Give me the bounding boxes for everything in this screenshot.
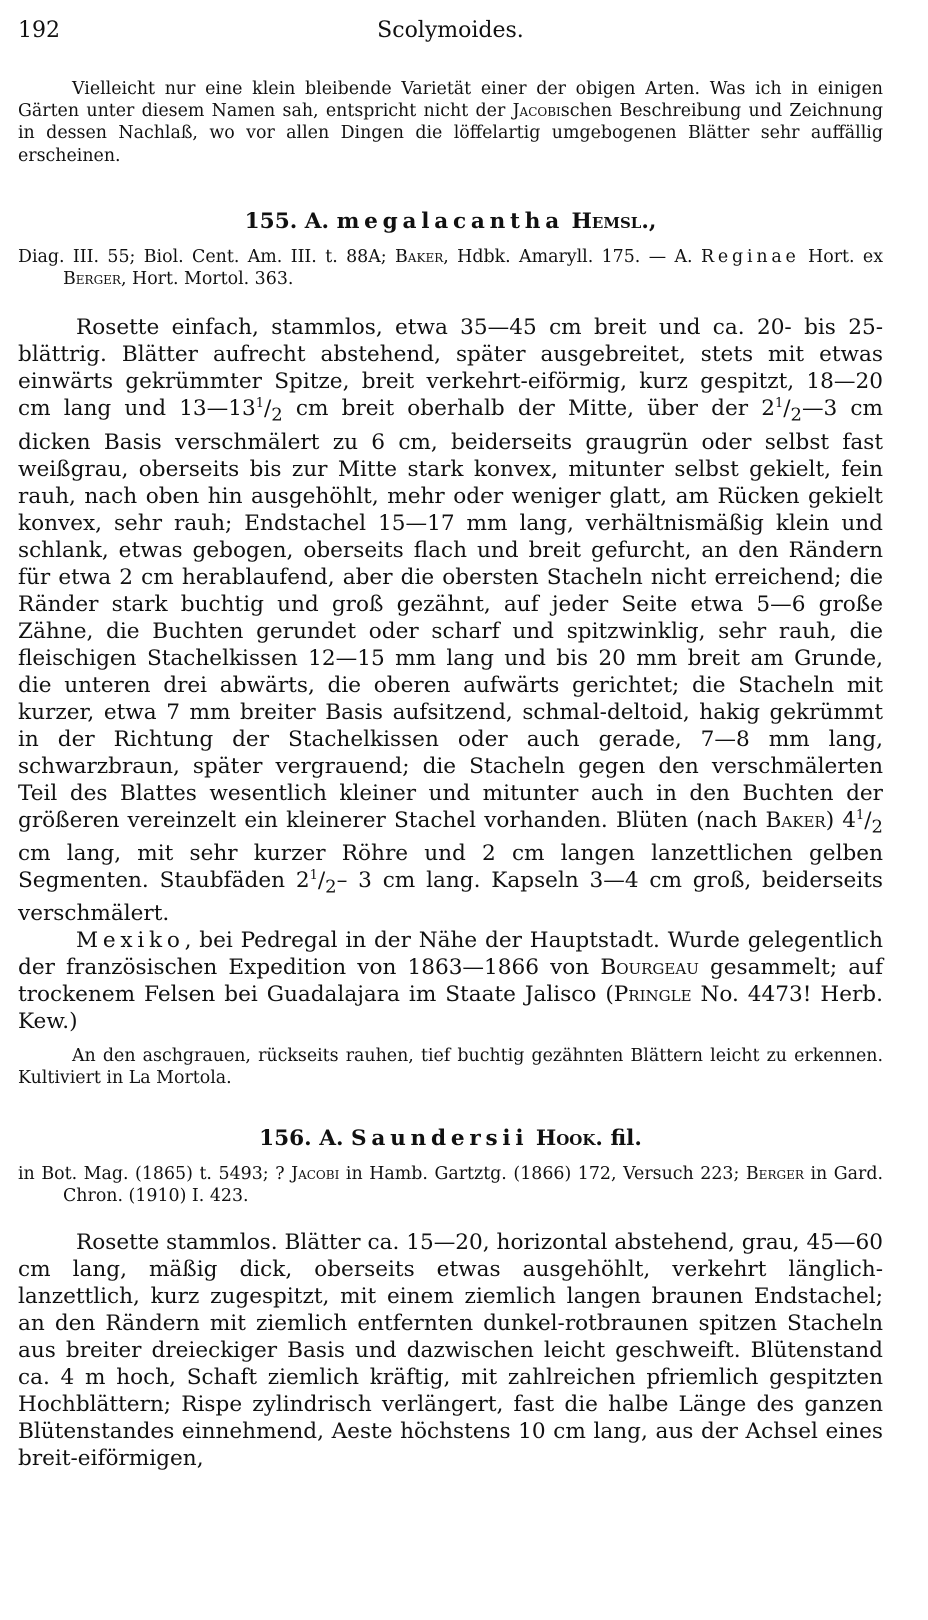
species-155-author: Hemsl., xyxy=(571,208,657,234)
page-header xyxy=(18,14,883,54)
page-number: 192 xyxy=(18,18,60,43)
species-156-author: Hook. xyxy=(535,1125,603,1151)
intro-note: Vielleicht nur eine klein bleibende Varietät einer der obigen Arten. Was ich in einigen Gärten unter diesem Namen sah, entspricht nicht der Jacobischen Beschreibung und Zeichnung in dessen Nachlaß, wo vor allen Dingen die löffelartig umgebogenen Blätter sehr auffällig erscheinen. xyxy=(18,79,883,166)
species-156-description: Rosette stammlos. Blätter ca. 15—20, horizontal abstehend, grau, 45—60 cm lang, mäßig dick, oberseits etwas ausgehöhlt, verkehrt länglich-lanzettlich, kurz zugespitzt, mit einem ziemlich langen braunen Endstachel; an den Rändern mit ziemlich entfernten dunkel-rotbraunen spitzen Stacheln aus breiter dreieckiger Basis und dazwischen leicht geschweift. Blütenstand ca. 4 m hoch, Schaft ziemlich kräftig, mit zahlreichen pfriemlich gespitzten Hochblättern; Rispe zylindrisch verlängert, fast die halbe Länge des ganzen Blütenstandes einnehmend, Aeste höchstens 10 cm lang, aus der Achsel eines breit-eiförmigen, xyxy=(18,1229,883,1471)
species-155-references: Diag. III. 55; Biol. Cent. Am. III. t. 88A; Baker, Hdbk. Amaryll. 175. — A. Reginae Hort. ex Berger, Hort. Mortol. 363. xyxy=(18,246,883,290)
author-jacobi: Jacobi xyxy=(512,101,561,122)
species-156-name: Saundersii xyxy=(351,1125,529,1151)
document-page xyxy=(18,14,883,1472)
species-155-title: 155. A. megalacantha Hemsl., xyxy=(244,208,657,234)
species-156-title: 156. A. Saundersii Hook. fil. xyxy=(259,1125,642,1151)
species-155-distribution: Mexiko, bei Pedregal in der Nähe der Hauptstadt. Wurde gelegentlich der französischen Expedition von 1863—1866 von Bourgeau gesammelt; auf trockenem Felsen bei Guadalajara im Staate Jalisco (Pringle No. 4473! Herb. Kew.) xyxy=(18,928,883,1035)
species-156-references: in Bot. Mag. (1865) t. 5493; ? Jacobi in Hamb. Gartztg. (1866) 172, Versuch 223; Berger in Gard. Chron. (1910) I. 423. xyxy=(18,1163,883,1206)
species-155-description: Rosette einfach, stammlos, etwa 35—45 cm breit und ca. 20- bis 25-blättrig. Blätter aufrecht abstehend, später ausgebreitet, stets mit etwas einwärts gekrümmter Spitze, breit verkehrt-eiförmig, kurz gespitzt, 18—20 cm lang und $13—13^1/_2$ cm breit oberhalb der Mitte, über der $2^1/_2—3$ cm dicken Basis verschmälert zu 6 cm, beiderseits graugrün oder selbst fast weißgrau, oberseits bis zur Mitte stark konvex, mitunter selbst gekielt, fein rauh, nach oben hin ausgehöhlt, mehr oder weniger glatt, am Rücken gekielt konvex, sehr rauh; Endstachel 15—17 mm lang, verhältnismäßig klein und schlank, etwas gebogen, oberseits flach und breit gefurcht, an den Rändern für etwa 2 cm herablaufend, aber die obersten Stacheln nicht erreichend; die Ränder stark buchtig und groß gezähnt, auf jeder Seite etwa 5—6 große Zähne, die Buchten gerundet oder scharf und spitzwinklig, sehr rauh, die fleischigen Stachelkissen 12—15 mm lang und bis 20 mm breit am Grunde, die unteren drei abwärts, die oberen aufwärts gerichtet; die Stacheln mit kurzer, etwa 7 mm breiter Basis aufsitzend, schmal-deltoid, hakig gekrümmt in der Richtung der Stachelkissen oder auch gerade, 7—8 mm lang, schwarzbraun, später vergrauend; die Stacheln gegen den verschmälerten Teil des Blattes wesentlich kleiner und mitunter auch in den Buchten der größeren vereinzelt ein kleinerer Stachel vorhanden. Blüten (nach Baker) $4^1/_2$ cm lang, mit sehr kurzer Röhre und 2 cm langen lanzettlichen gelben Segmenten. Staubfäden $2^1/_2-$ 3 cm lang. Kapseln 3—4 cm groß, beiderseits verschmälert. xyxy=(18,315,883,927)
species-155-note: An den aschgrauen, rückseits rauhen, tief buchtig gezähnten Blättern leicht zu erkennen. Kultiviert in La Mortola. xyxy=(18,1046,883,1089)
running-head: Scolymoides. xyxy=(377,18,524,43)
species-155-name: megalacantha xyxy=(336,208,564,234)
